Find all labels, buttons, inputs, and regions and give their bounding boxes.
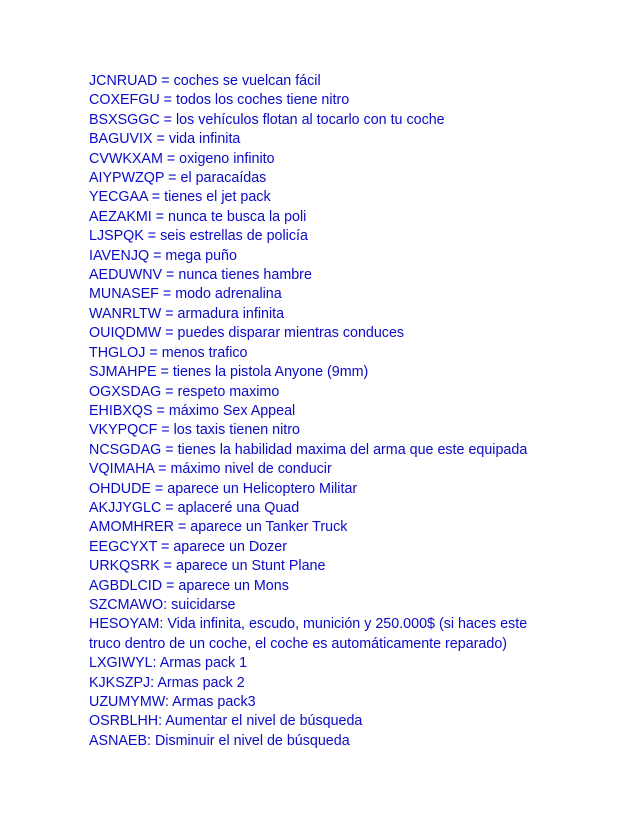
cheat-code-line: AMOMHRER = aparece un Tanker Truck (89, 519, 348, 536)
cheat-code-line: truco dentro de un coche, el coche es automáticamente reparado) (89, 635, 508, 652)
cheat-code-line: NCSGDAG = tienes la habilidad maxima del arma que este equipada (89, 441, 528, 458)
cheat-code-line: AIYPWZQP = el paracaídas (89, 170, 267, 187)
cheat-code-line: BSXSGGC = los vehículos flotan al tocarlo con tu coche (89, 111, 445, 128)
cheat-code-line: CVWKXAM = oxigeno infinito (89, 150, 275, 167)
cheat-code-line: UZUMYMW: Armas pack3 (89, 694, 256, 710)
cheat-code-line: WANRLTW = armadura infinita (89, 305, 285, 322)
cheat-code-line: VKYPQCF = los taxis tienen nitro (89, 422, 300, 439)
cheat-code-line: AKJJYGLC = aplaceré una Quad (89, 499, 300, 516)
cheat-code-line: AGBDLCID = aparece un Mons (89, 577, 289, 594)
cheat-code-line: EEGCYXT = aparece un Dozer (89, 538, 288, 555)
cheat-code-list (89, 72, 559, 751)
cheat-code-line: OUIQDMW = puedes disparar mientras conduces (89, 325, 405, 342)
cheat-code-line: URKQSRK = aparece un Stunt Plane (89, 558, 326, 575)
cheat-code-line: OHDUDE = aparece un Helicoptero Militar (89, 480, 358, 497)
cheat-code-line: MUNASEF = modo adrenalina (89, 286, 282, 303)
cheat-code-line: BAGUVIX = vida infinita (89, 131, 241, 148)
cheat-code-line: YECGAA = tienes el jet pack (89, 189, 271, 206)
cheat-code-line: HESOYAM: Vida infinita, escudo, munición y 250.000$ (si haces este (89, 616, 528, 633)
cheat-code-line: EHIBXQS = máximo Sex Appeal (89, 402, 296, 419)
cheat-code-line: AEDUWNV = nunca tienes hambre (89, 267, 312, 284)
cheat-code-line: OGXSDAG = respeto maximo (89, 383, 280, 400)
cheat-code-line: AEZAKMI = nunca te busca la poli (89, 208, 307, 225)
cheat-code-line: IAVENJQ = mega puño (89, 247, 237, 264)
cheat-code-line: ASNAEB: Disminuir el nivel de búsqueda (89, 732, 350, 749)
cheat-code-line: SZCMAWO: suicidarse (89, 596, 236, 613)
cheat-code-line: LJSPQK = seis estrellas de policía (89, 228, 308, 245)
cheat-code-line: SJMAHPE = tienes la pistola Anyone (9mm) (89, 364, 369, 381)
cheat-code-line: LXGIWYL: Armas pack 1 (89, 655, 248, 672)
cheat-code-line: VQIMAHA = máximo nivel de conducir (89, 461, 332, 478)
cheat-code-line: COXEFGU = todos los coches tiene nitro (89, 92, 350, 109)
cheat-code-line: OSRBLHH: Aumentar el nivel de búsqueda (89, 713, 363, 730)
cheat-code-line: KJKSZPJ: Armas pack 2 (89, 674, 245, 691)
cheat-code-line: THGLOJ = menos trafico (89, 344, 248, 361)
cheat-code-line: JCNRUAD = coches se vuelcan fácil (89, 73, 321, 89)
